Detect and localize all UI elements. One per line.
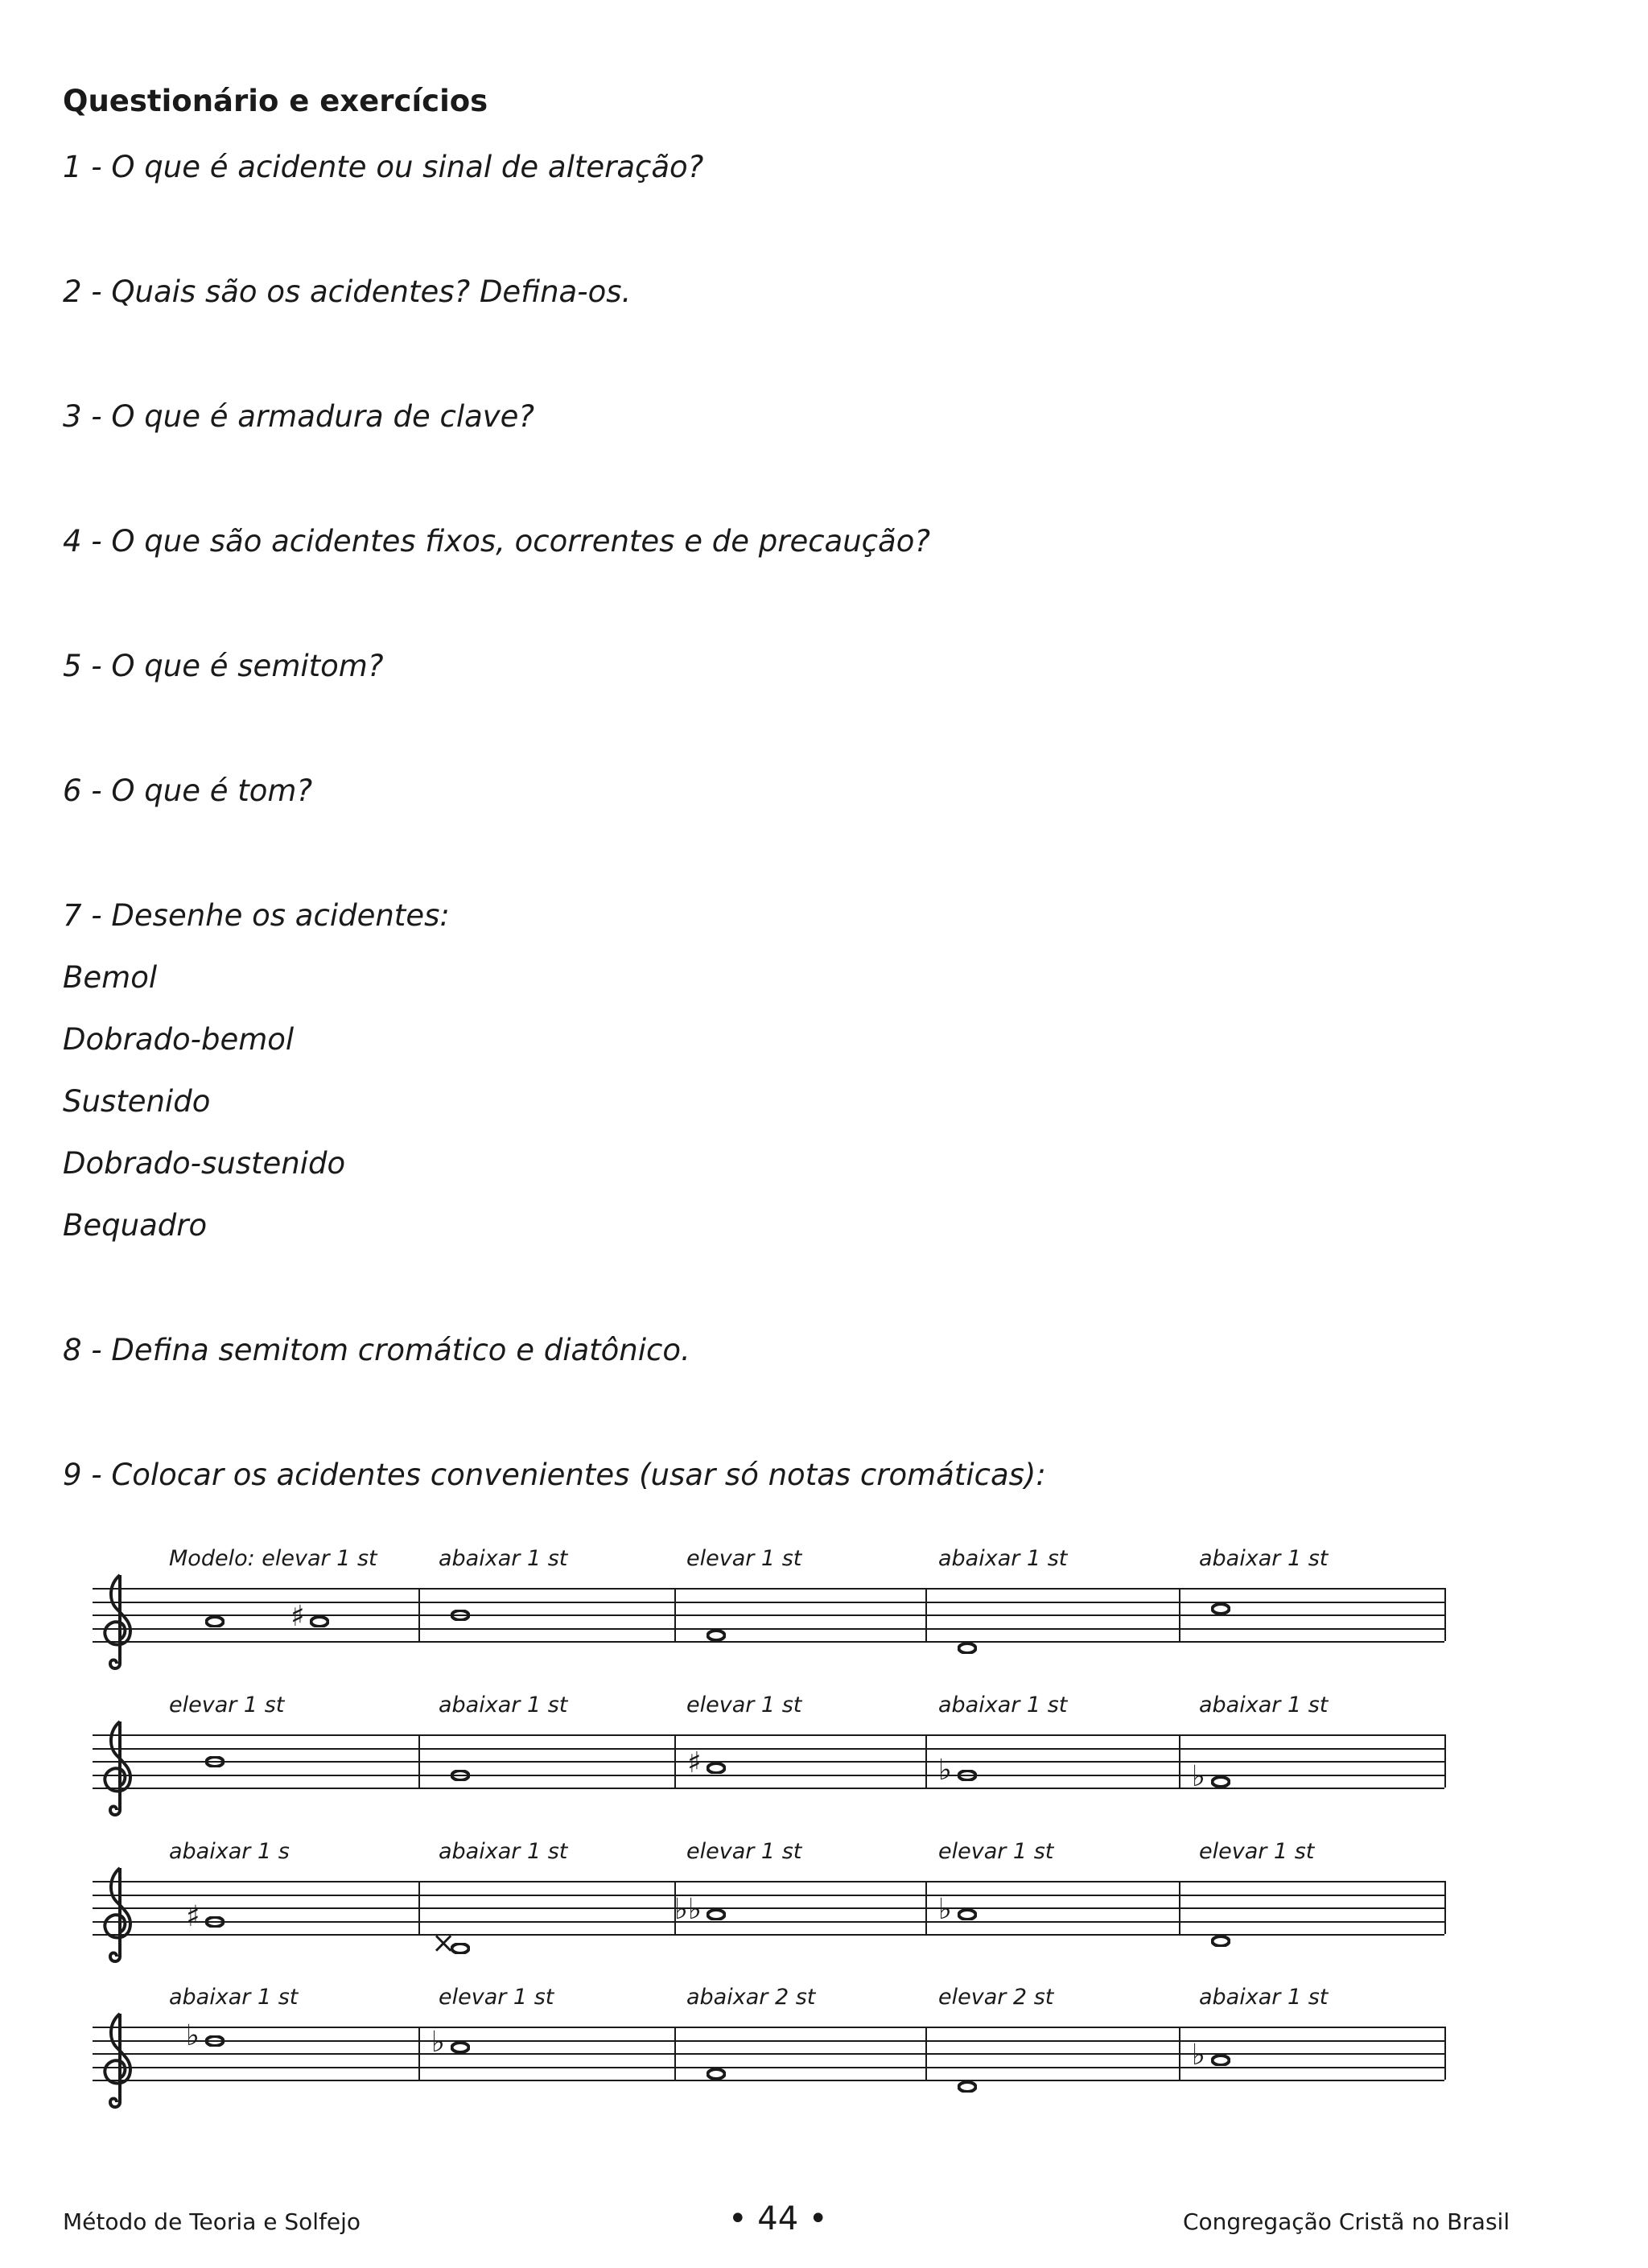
flat-icon: ♭ xyxy=(1192,2039,1205,2072)
whole-note xyxy=(205,1915,225,1927)
bar-line xyxy=(925,1734,927,1788)
staff-line xyxy=(93,1761,1444,1763)
staff-line xyxy=(93,2053,1444,2055)
question-2: 2 - Quais são os acidentes? Defina-os. xyxy=(63,274,632,309)
measure-instruction: elevar 2 st xyxy=(938,1985,1054,2010)
question-9: 9 - Colocar os acidentes convenientes (usar só notas cromáticas): xyxy=(63,1458,1046,1492)
accidental-dobrado-bemol: Dobrado-bemol xyxy=(63,1022,295,1057)
staff-line xyxy=(93,1748,1444,1750)
sharp-icon: ♯ xyxy=(290,1600,305,1634)
question-4: 4 - O que são acidentes fixos, ocorrentes e de precaução? xyxy=(63,524,930,559)
bar-line xyxy=(925,2027,927,2080)
bar-line xyxy=(674,1588,676,1641)
staff-line xyxy=(93,1895,1444,1896)
bar-line xyxy=(1444,1734,1446,1788)
measure-instruction: elevar 1 st xyxy=(686,1693,802,1717)
accidental-bemol: Bemol xyxy=(63,960,158,995)
staff-line xyxy=(93,1881,1444,1882)
staff-line xyxy=(93,1588,1444,1590)
bar-line xyxy=(1444,1881,1446,1934)
staff-line xyxy=(93,2080,1444,2081)
page-number: • 44 • xyxy=(728,2200,828,2237)
flat-icon: ♭ xyxy=(1192,1759,1205,1793)
measure-instruction: elevar 1 st xyxy=(439,1985,554,2010)
measure-instruction: abaixar 1 st xyxy=(1199,1546,1329,1571)
whole-note xyxy=(707,1762,726,1773)
question-8: 8 - Defina semitom cromático e diatônico. xyxy=(63,1333,690,1367)
bar-line xyxy=(674,2027,676,2080)
staff-line xyxy=(93,1641,1444,1643)
question-6: 6 - O que é tom? xyxy=(63,773,313,808)
whole-note xyxy=(958,1642,977,1653)
bar-line xyxy=(418,2027,420,2080)
accidental-bequadro: Bequadro xyxy=(63,1208,208,1243)
bar-line xyxy=(1179,2027,1180,2080)
measure-instruction: abaixar 1 st xyxy=(938,1546,1068,1571)
whole-note xyxy=(1211,1775,1230,1787)
measure-instruction: abaixar 1 s xyxy=(169,1839,290,1864)
treble-clef-icon xyxy=(93,2007,141,2112)
flat-icon: ♭ xyxy=(431,2025,445,2059)
measure-instruction: abaixar 2 st xyxy=(686,1985,816,2010)
measure-instruction: abaixar 1 st xyxy=(1199,1985,1329,2010)
bar-line xyxy=(418,1881,420,1934)
footer-publisher: Congregação Cristã no Brasil xyxy=(1183,2208,1510,2235)
flat-icon: ♭ xyxy=(938,1753,952,1787)
whole-note xyxy=(958,1769,977,1780)
staff-line xyxy=(93,1775,1444,1776)
measure-instruction: elevar 1 st xyxy=(686,1546,802,1571)
whole-note xyxy=(958,1908,977,1920)
measure-instruction: abaixar 1 st xyxy=(439,1546,568,1571)
flat-icon: ♭ xyxy=(938,1893,952,1927)
whole-note xyxy=(205,1755,225,1767)
question-5: 5 - O que é semitom? xyxy=(63,649,384,683)
treble-clef-icon xyxy=(93,1862,141,1966)
whole-note xyxy=(205,2035,225,2046)
treble-clef-icon xyxy=(93,1569,141,1673)
bar-line xyxy=(925,1881,927,1934)
staff-line xyxy=(93,1734,1444,1736)
treble-clef-icon xyxy=(93,1715,141,1820)
measure-instruction: abaixar 1 st xyxy=(1199,1693,1329,1717)
measure-instruction: Modelo: elevar 1 st xyxy=(169,1546,377,1571)
whole-note xyxy=(1211,1602,1230,1614)
measure-instruction: elevar 1 st xyxy=(938,1839,1054,1864)
measure-instruction: abaixar 1 st xyxy=(938,1693,1068,1717)
measure-instruction: abaixar 1 st xyxy=(169,1985,299,2010)
whole-note xyxy=(958,2080,977,2092)
whole-note xyxy=(451,1769,470,1780)
whole-note xyxy=(205,1615,225,1627)
whole-note xyxy=(1211,2054,1230,2065)
bar-line xyxy=(1444,1588,1446,1641)
bar-line xyxy=(1179,1881,1180,1934)
whole-note xyxy=(1211,1935,1230,1946)
question-7: 7 - Desenhe os acidentes: xyxy=(63,898,450,933)
measure-instruction: elevar 1 st xyxy=(686,1839,802,1864)
footer-title: Método de Teoria e Solfejo xyxy=(63,2208,361,2235)
accidental-dobrado-sustenido: Dobrado-sustenido xyxy=(63,1146,346,1181)
staff-line xyxy=(93,1921,1444,1923)
whole-note xyxy=(451,2041,470,2052)
music-staff xyxy=(93,1881,1444,1960)
flat-icon: ♭ xyxy=(186,2019,200,2052)
music-staff xyxy=(93,1734,1444,1793)
doublesharp-icon: × xyxy=(431,1926,456,1960)
music-staff xyxy=(93,1588,1444,1641)
bar-line xyxy=(1444,2027,1446,2080)
doubleflat-icon: ♭♭ xyxy=(674,1893,702,1927)
sharp-icon: ♯ xyxy=(687,1746,702,1780)
measure-instruction: elevar 1 st xyxy=(1199,1839,1315,1864)
staff-line xyxy=(93,1788,1444,1789)
bar-line xyxy=(1179,1734,1180,1788)
measure-instruction: elevar 1 st xyxy=(169,1693,285,1717)
question-3: 3 - O que é armadura de clave? xyxy=(63,399,535,434)
sharp-icon: ♯ xyxy=(186,1899,200,1933)
staff-line xyxy=(93,2067,1444,2068)
bar-line xyxy=(418,1734,420,1788)
whole-note xyxy=(707,1629,726,1640)
measure-instruction: abaixar 1 st xyxy=(439,1693,568,1717)
whole-note xyxy=(451,1609,470,1620)
whole-note xyxy=(310,1615,329,1627)
bar-line xyxy=(418,1588,420,1641)
bar-line xyxy=(1179,1588,1180,1641)
bar-line xyxy=(674,1734,676,1788)
whole-note xyxy=(707,1908,726,1920)
measure-instruction: abaixar 1 st xyxy=(439,1839,568,1864)
staff-line xyxy=(93,1907,1444,1909)
section-heading: Questionário e exercícios xyxy=(63,84,488,118)
question-1: 1 - O que é acidente ou sinal de alteração? xyxy=(63,150,704,184)
staff-line xyxy=(93,1934,1444,1936)
accidental-sustenido: Sustenido xyxy=(63,1084,211,1119)
staff-line xyxy=(93,2040,1444,2042)
whole-note xyxy=(707,2068,726,2079)
staff-line xyxy=(93,2027,1444,2028)
bar-line xyxy=(925,1588,927,1641)
music-staff xyxy=(93,2019,1444,2080)
